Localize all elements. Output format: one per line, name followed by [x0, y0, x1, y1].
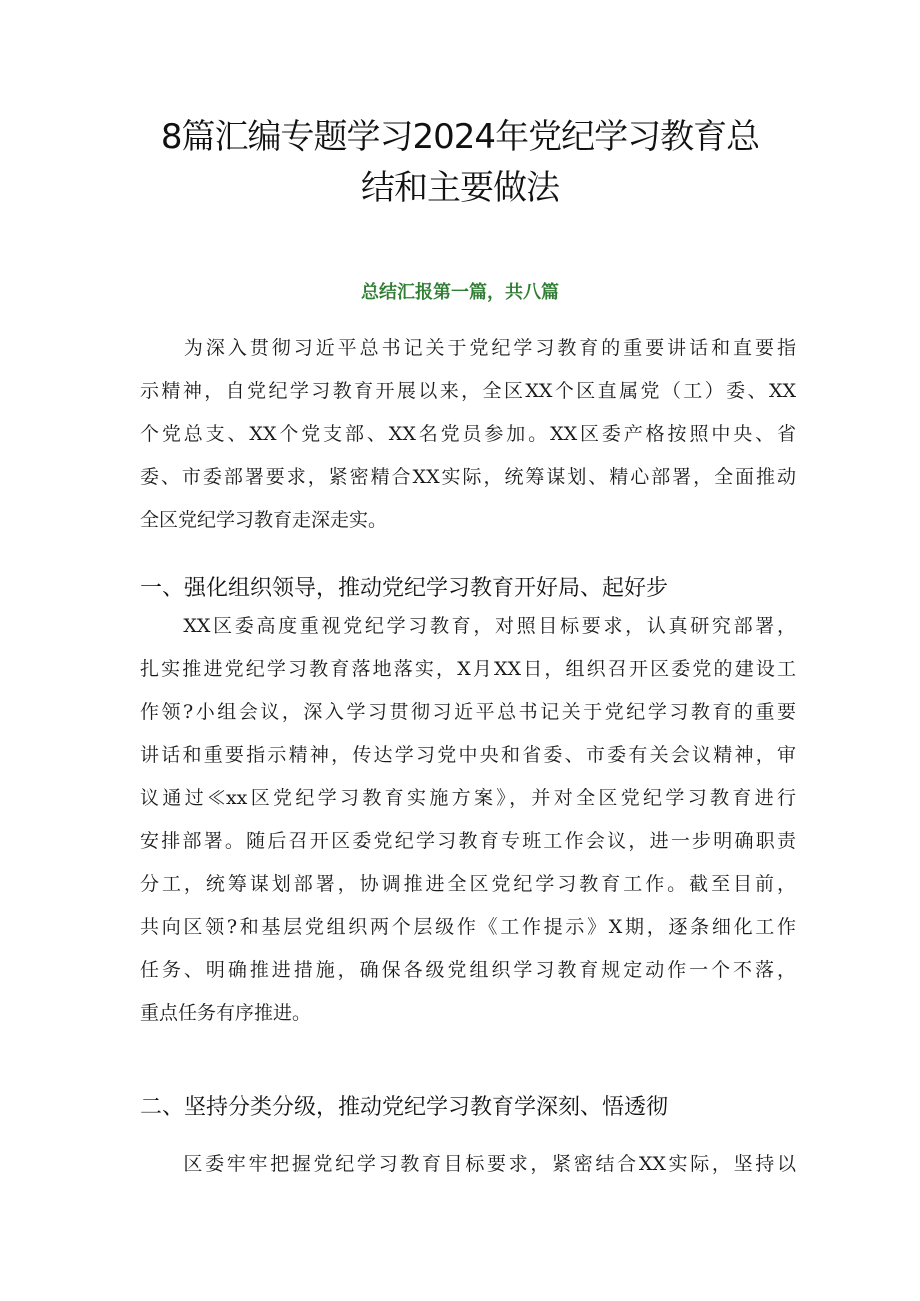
paragraph-line: 扎实推进党纪学习教育落地落实，X月XX日，组织召开区委党的建设工 [140, 658, 796, 680]
paragraph-line: 个党总支、XX个党支部、XX名党员参加。XX区委产格按照中央、省 [140, 423, 796, 445]
paragraph-line: 区委牢牢把握党纪学习教育目标要求，紧密结合XX实际，坚持以 [140, 1153, 796, 1175]
intro-paragraph [140, 327, 796, 542]
paragraph-line: 讲话和重要指示精神，传达学习党中央和省委、市委有关会议精神，审 [140, 744, 796, 766]
paragraph-line: 为深入贯彻习近平总书记关于党纪学习教育的重要讲话和直要指 [140, 337, 796, 359]
section-1-paragraph [140, 605, 796, 1035]
paragraph-line: 议通过≪xx区党纪学习教育实施方案》，并对全区党纪学习教育进行 [140, 787, 796, 809]
paragraph-line: 作领?小组会议，深入学习贯彻习近平总书记关于党纪学习教育的重要 [140, 701, 796, 723]
paragraph-line: 委、市委部署要求，紧密精合XX实际，统筹谋划、精心部署，全面推动 [140, 466, 796, 488]
paragraph-line: 分工，统筹谋划部署，协调推进全区党纪学习教育工作。截至目前， [140, 873, 796, 895]
paragraph-line: 重点任务有序推进。 [140, 1002, 312, 1024]
paragraph-line: 任务、明确推进措施，确保各级党组织学习教育规定动作一个不落， [140, 959, 796, 981]
paragraph-line: 共向区领?和基层党组织两个层级作《工作提示》X期，逐条细化工作 [140, 916, 796, 938]
section-heading-2: 二、坚持分类分级，推动党纪学习教育学深刻、悟透彻 [140, 1095, 669, 1120]
document-title-line-1: 8篇汇编专题学习2024年党纪学习教育总 [160, 117, 760, 157]
paragraph-line: 安排部署。随后召开区委党纪学习教育专班工作会议，进一步明确职责 [140, 830, 796, 852]
document-subtitle: 总结汇报第一篇，共八篇 [361, 282, 559, 303]
section-2-paragraph [140, 1143, 796, 1186]
paragraph-line: 全区党纪学习教育走深走实。 [140, 509, 388, 531]
paragraph-line: 示精神，自党纪学习教育开展以来，全区XX个区直属党（工）委、XX [140, 380, 796, 402]
paragraph-line: XX区委高度重视党纪学习教育，对照目标要求，认真研究部署， [140, 615, 796, 637]
document-title-line-2: 结和主要做法 [361, 168, 559, 208]
section-heading-1: 一、强化组织领导，推动党纪学习教育开好局、起好步 [140, 576, 669, 601]
